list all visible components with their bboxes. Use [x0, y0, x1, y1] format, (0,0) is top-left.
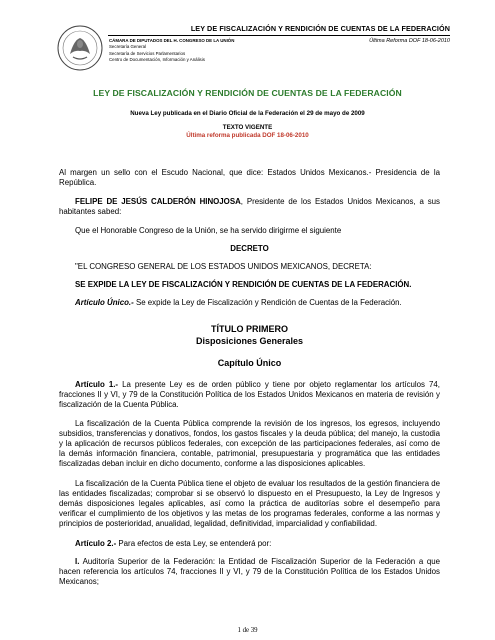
fraccion-1-label: I. [75, 557, 80, 566]
publication-note: Nueva Ley publicada en el Diario Oficial de la Federación el 29 de mayo de 2009 [130, 110, 365, 117]
reform-note: Última reforma publicada DOF 18-06-2010 [186, 132, 309, 139]
president-paragraph [59, 197, 440, 217]
last-reform-header: Última Reforma DOF 18-06-2010 [369, 38, 450, 44]
capitulo-heading: Capítulo Único [217, 358, 282, 368]
page-number: 1 de 39 [237, 627, 258, 634]
institution-line: Centro de Documentación, Información y Análisis [109, 57, 205, 63]
fraccion-1-text: Auditoría Superior de la Federación: la Entidad de Fiscalización Superior de la Federación a que hacen referencia los artículos 74, fracciones II y VI, y 79 de la Constitución Política de los Estados Unidos Mexicanos; [59, 557, 440, 586]
articulo-1 [59, 380, 440, 410]
institution-line: Secretaría de Servicios Parlamentarios [109, 50, 186, 56]
fiscalizacion-paragraph-1: La fiscalización de la Cuenta Pública comprende la revisión de los ingresos, los egresos, incluyendo subsidios, transferencias y donativos, fondos, los gastos fiscales y la deuda pública; del manejo, la custodia y la aplicación de recursos públicos federales, con excepción de las participaciones federales, así como de la demás información financiera, contable, patrimonial, presupuestaria y programática que las entidades fiscalizadas deban incluir en dicho documento, conforme a las disposiciones aplicables. [59, 419, 440, 468]
national-seal-logo [56, 24, 104, 72]
se-expide-paragraph: SE EXPIDE LA LEY DE FISCALIZACIÓN Y RENDICIÓN DE CUENTAS DE LA FEDERACIÓN. [75, 280, 412, 289]
titulo-heading: TÍTULO PRIMERO [211, 324, 288, 334]
document-title: LEY DE FISCALIZACIÓN Y RENDICIÓN DE CUENTAS DE LA FEDERACIÓN [93, 88, 402, 98]
articulo-2-text: Para efectos de esta Ley, se entenderá por: [116, 539, 272, 548]
institution-block [109, 38, 234, 64]
fraccion-1 [59, 557, 440, 587]
articulo-unico-text: Se expide la Ley de Fiscalización y Rendición de Cuentas de la Federación. [133, 298, 402, 307]
disposiciones-heading: Disposiciones Generales [195, 336, 304, 346]
intro-paragraph: Al margen un sello con el Escudo Nacional, que dice: Estados Unidos Mexicanos.- Presidencia de la República. [59, 168, 440, 187]
articulo-1-text: La presente Ley es de orden público y tiene por objeto reglamentar los artículos 74, fracciones II y VI, y 79 de la Constitución Política de los Estados Unidos Mexicanos en materia de revisión y fiscalización de la Cuenta Pública. [59, 380, 441, 409]
articulo-2-label: Artículo 2.- [75, 539, 117, 548]
decreta-paragraph: "EL CONGRESO GENERAL DE LOS ESTADOS UNIDOS MEXICANOS, DECRETA: [75, 262, 372, 271]
articulo-2 [59, 539, 440, 549]
institution-line: CÁMARA DE DIPUTADOS DEL H. CONGRESO DE LA UNIÓN [109, 38, 235, 43]
institution-line: Secretaría General [109, 44, 147, 50]
fiscalizacion-paragraph-2: La fiscalización de la Cuenta Pública tiene el objeto de evaluar los resultados de la gestión financiera de las entidades fiscalizadas; comprobar si se observó lo dispuesto en el Presupuesto, la Ley de Ingresos y demás disposiciones legales aplicables, así como la práctica de auditorías sobre el desempeño para verificar el cumplimiento de los objetivos y las metas de los programas federales, conforme a las normas y principios de posterioridad, anualidad, legalidad, definitividad, imparcialidad y confiabilidad. [59, 479, 440, 528]
articulo-unico-label: Artículo Único.- [75, 298, 134, 307]
congress-paragraph: Que el Honorable Congreso de la Unión, se ha servido dirigirme el siguiente [75, 226, 342, 235]
president-paragraph-text: , Presidente de los Estados Unidos Mexicanos, a sus habitantes sabed: [59, 197, 440, 216]
decreto-heading: DECRETO [230, 244, 269, 253]
articulo-1-label: Artículo 1.- [75, 380, 119, 389]
president-name: FELIPE DE JESÚS CALDERÓN HINOJOSA [75, 197, 241, 206]
articulo-unico [59, 298, 440, 308]
running-title: LEY DE FISCALIZACIÓN Y RENDICIÓN DE CUENTAS DE LA FEDERACIÓN [190, 24, 450, 33]
texto-vigente: TEXTO VIGENTE [222, 124, 273, 131]
header-rule [108, 35, 450, 36]
